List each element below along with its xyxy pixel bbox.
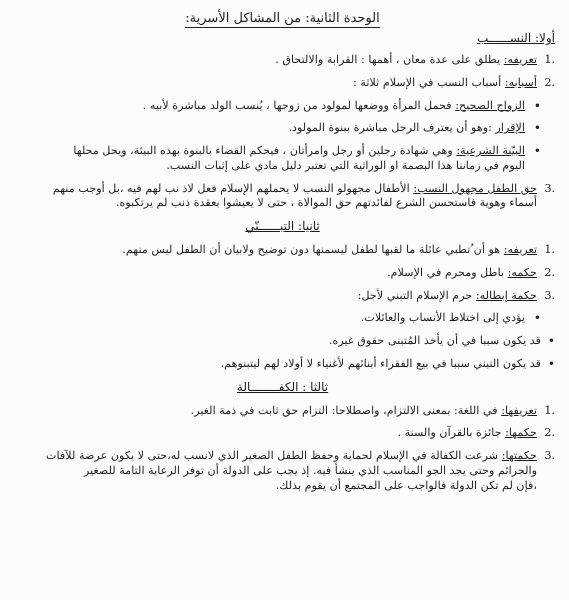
item-text-line-2: والجرائم وحتى يجد الجو المناسب الذي ينشأ فيه. إذ يجب على الدولة أن توفر الرعاية التامة للصغير [83,463,537,477]
cause-label: البيّنة الشرعية: [456,144,525,158]
item-label: تعريفه: [503,243,537,257]
reason-item-2: • قد يكون سببا في أن يأخذ المُتبنى حقوق غيره. [10,334,555,349]
section-3-item-2 [10,426,555,441]
unit-title-text: الوحدة الثانية: من المشاكل الأسرية: [185,11,380,26]
item-text: شرعت الكفالة في الإسلام لحماية وحفظ الطفل الصغير الذي لانسب له،حتى لا يكون عرضة للآفات [46,449,502,463]
reason-item-3: • قد يكون التبني سببا في بيع الفقراء أبنائهم لأغنياء لا أولاد لهم ليتبنوهم. [10,357,555,372]
section-3-heading: ثالثا : الكفــــــــالة [236,379,329,394]
cause-label: الزواج الصحيح: [455,98,525,112]
item-label: حق الطفل مجهول النسب: [413,181,537,195]
item-label: حكمة إبطاله: [475,288,537,302]
unit-title [10,10,555,27]
section-1-item-3 [10,182,555,212]
cause-item-evidence [10,144,555,174]
item-number: .1 [544,403,555,417]
section-3-item-3 [10,449,555,493]
section-3-item-1 [10,404,555,419]
item-text: أسباب النسب في الإسلام ثلاثة : [353,75,505,89]
item-text: الأطفال مجهولو النسب لا يحملهم الإسلام فعل لاذ نب لهم فيه ،بل أوجب منهم [52,181,414,195]
section-1-heading: أولا: النســــــب [476,31,555,46]
item-number: .1 [544,243,555,257]
cause-text-line-2: اليوم في زماننا هذا البصمة او الوراثية التي تعتبر دليل مادي على إثبات النسب. [166,158,525,172]
item-text-line-3: ،فإن لم تكن الدولة فالواجب على المجتمع أن يقوم بذلك. [275,478,537,492]
section-1-item-1 [10,53,555,68]
item-text: في اللغة: بمعنى الالتزام، واصطلاحا: التزام حق ثابت في ذمة الغير. [190,403,502,417]
item-number: .2 [544,265,555,279]
cause-text: :وهو أن يعترف الرجل مباشرة ببنوة المولود. [288,121,496,135]
section-1-item-2 [10,76,555,91]
item-number: .2 [544,426,555,440]
section-2-item-2 [10,266,555,281]
reason-item-1: • يؤدي إلى اختلاط الأنساب والعائلات. [10,311,555,326]
item-number: .3 [544,181,555,195]
item-text: هو أن ُتطبي عائلة ما لقبها لطفل ليسمنها دون توضيح ولابيان أن الطفل ليس منهم. [122,243,504,257]
item-number: .3 [544,288,555,302]
item-text: يطلق على عدة معان ، أهمها : القرابة والالتحاق . [275,52,504,66]
section-2-item-3 [10,289,555,304]
item-number: .2 [544,75,555,89]
item-number: .1 [544,52,555,66]
cause-item-marriage [10,99,555,114]
section-2-item-1 [10,243,555,258]
item-text: حرم الإسلام التبني لأجل: [357,288,476,302]
item-text-line-2: أسماء وهوية فاستحسن الشرع لفائدتهم حق الموالاة ، حتى لا يعيشوا بعقدة ذنب لم يرتكبوه. [115,196,537,210]
item-label: أسبابه: [504,75,537,89]
item-text: جائزة بالقرآن والسنة . [397,426,506,440]
item-number: .3 [544,449,555,463]
cause-text: وهي شهادة رجلين أو رجل وامرأتان ، فيحكم القضاء بالبنوة بهذه البيئة، ويحل محلها [73,144,457,158]
item-label: تعريفه: [503,52,537,66]
item-label: تعريفها: [501,403,537,417]
section-2-heading: ثانيا: التبــــــنّي [245,219,320,234]
cause-item-acknowledgement [10,121,555,136]
item-label: حكمتها: [501,449,537,463]
item-text: باطل ومحرم في الإسلام. [387,265,508,279]
item-label: حكمه: [507,265,537,279]
cause-label: الإقرار [495,121,525,135]
item-label: حكمها: [505,426,537,440]
cause-text: فحمل المرأة ووضعها لمولود من زوجها ، يُنسب الولد مباشرة لأبيه . [142,98,456,112]
